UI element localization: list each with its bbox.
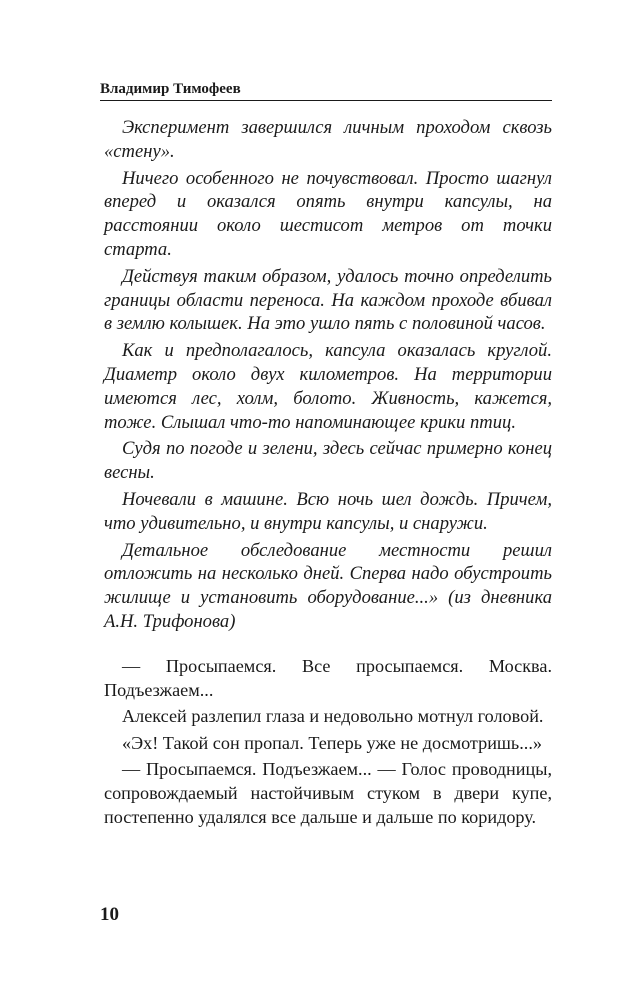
diary-paragraph: Как и предполагалось, капсула оказалась круглой. Диаметр около двух километров. На территории имеются лес, холм, болото. Живность, кажется, тоже. Слышал что-то напоминающее крики птиц. (104, 340, 552, 433)
story-text (104, 655, 552, 829)
diary-paragraph: Ничего особенного не почувствовал. Просто шагнул вперед и оказался опять внутри капсулы, на расстоянии около шестисот метров от точки старта. (104, 167, 552, 260)
diary-excerpt (104, 116, 552, 634)
diary-paragraph: Детальное обследование местности решил отложить на несколько дней. Сперва надо обустроить жилище и установить оборудование...» (из дневника А.Н. Трифонова) (104, 539, 552, 632)
running-header-author: Владимир Тимофеев (100, 79, 552, 101)
diary-paragraph: Эксперимент завершился личным проходом сквозь «стену». (104, 117, 552, 162)
page-number: 10 (100, 904, 119, 925)
story-paragraph: «Эх! Такой сон пропал. Теперь уже не досмотришь...» (122, 732, 542, 753)
story-paragraph: — Просыпаемся. Подъезжаем... — Голос проводницы, сопровождаемый настойчивым стуком в двери купе, постепенно удалялся все дальше и дальше по коридору. (104, 759, 552, 827)
story-paragraph: Алексей разлепил глаза и недовольно мотнул головой. (122, 706, 544, 727)
diary-paragraph: Действуя таким образом, удалось точно определить границы области переноса. На каждом проходе вбивал в землю колышек. На это ушло пять с половиной часов. (104, 265, 552, 335)
diary-paragraph: Ночевали в машине. Всю ночь шел дождь. Причем, что удивительно, и внутри капсулы, и снаружи. (104, 488, 552, 534)
story-paragraph: — Просыпаемся. Все просыпаемся. Москва. Подъезжаем... (104, 656, 552, 700)
diary-paragraph: Судя по погоде и зелени, здесь сейчас примерно конец весны. (104, 438, 552, 484)
